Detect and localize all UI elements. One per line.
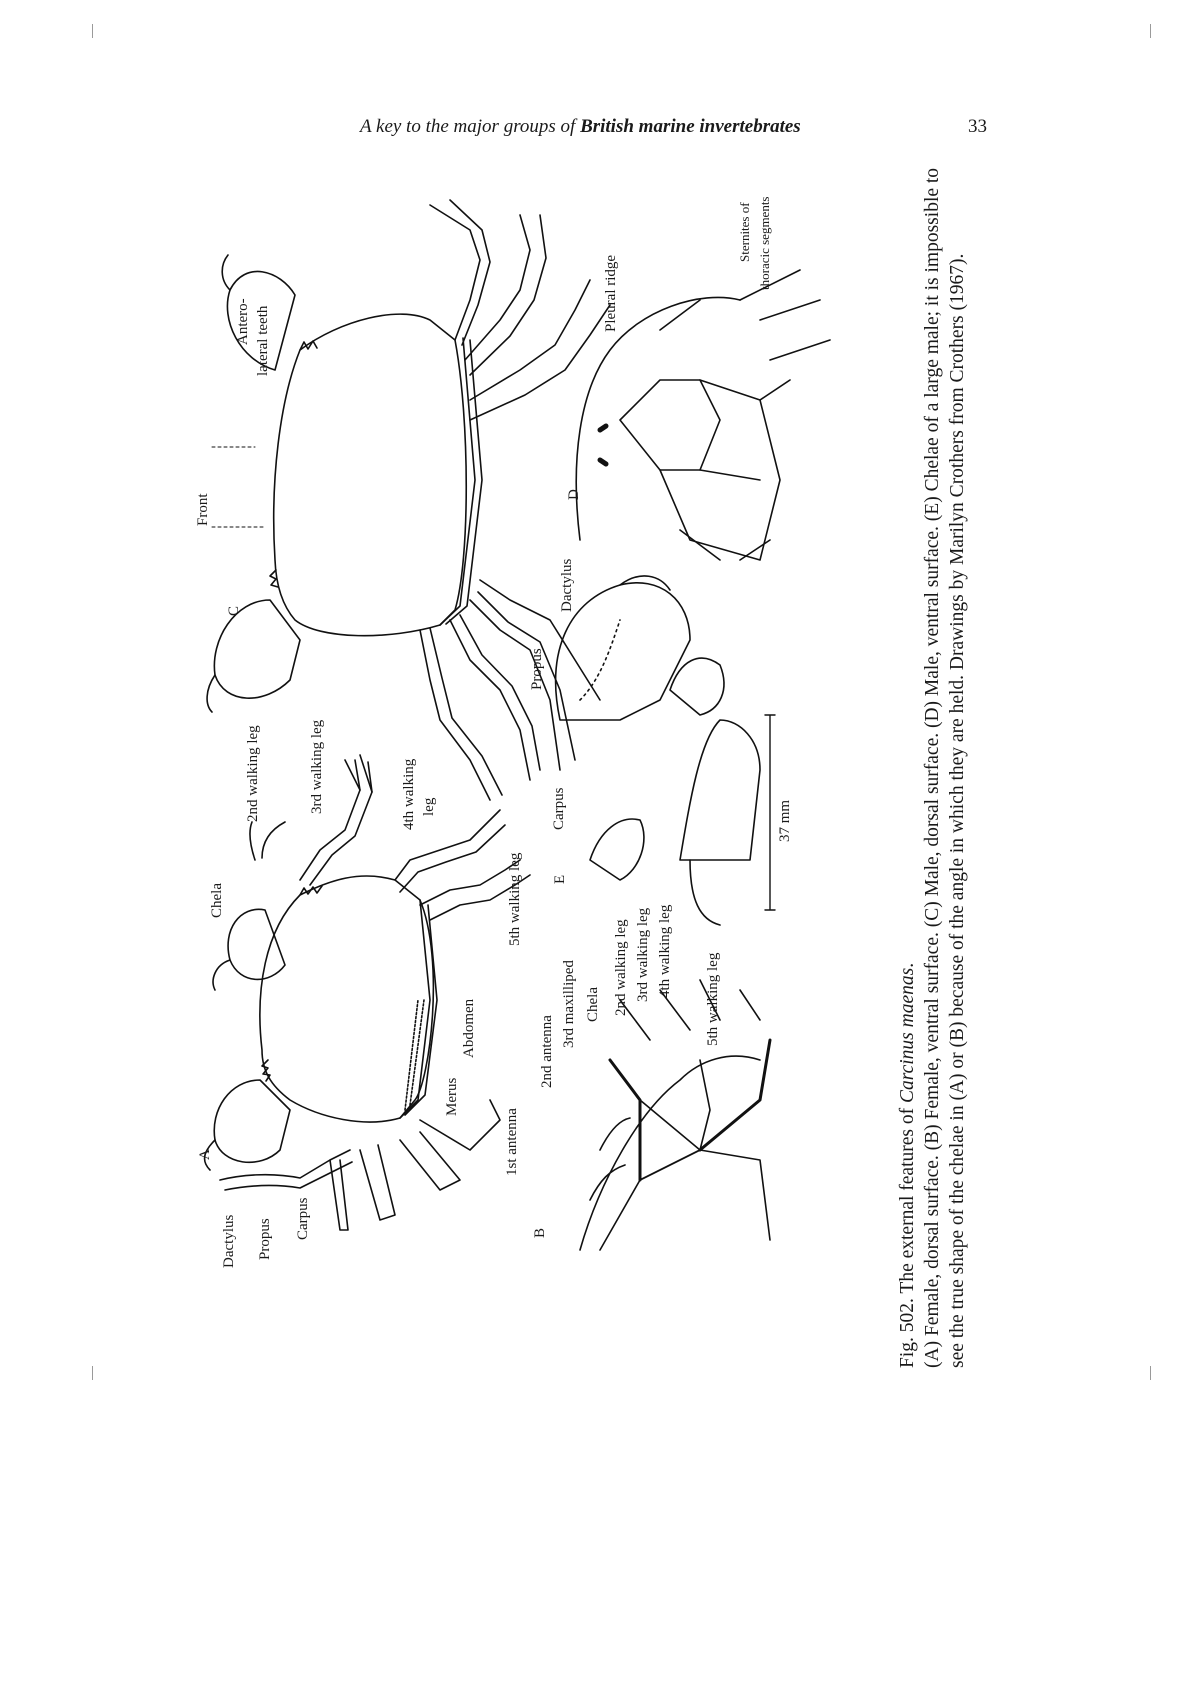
label-e-dactylus: Dactylus	[559, 558, 575, 612]
label-d-pleural-ridge: Pleural ridge	[603, 254, 619, 332]
label-a-2nd-walking-leg: 2nd walking leg	[245, 725, 261, 822]
label-a-4th-walking-line2: leg	[421, 797, 437, 816]
caption-species: Carcinus maenas	[897, 967, 918, 1104]
panel-b-drawing	[580, 980, 770, 1250]
panel-letter-b: B	[532, 1227, 548, 1238]
label-d-sternites-line1: Sternites of	[737, 202, 752, 262]
label-a-chela: Chela	[209, 883, 225, 918]
label-b-1st-antenna: 1st antenna	[504, 1108, 520, 1176]
panel-letter-d: D	[566, 489, 582, 500]
label-a-3rd-walking-leg: 3rd walking leg	[309, 719, 325, 814]
running-head-bold: British marine invertebrates	[580, 116, 801, 137]
panel-a-drawing	[205, 755, 530, 1230]
label-e-scale-bar: 37 mm	[777, 799, 793, 842]
label-b-3rd-walking-leg: 3rd walking leg	[635, 907, 651, 1002]
label-b-2nd-walking-leg: 2nd walking leg	[613, 919, 629, 1016]
label-a-abdomen: Abdomen	[461, 998, 477, 1058]
label-a-dactylus: Dactylus	[221, 1214, 237, 1268]
label-b-3rd-maxilliped: 3rd maxilliped	[561, 960, 577, 1048]
panel-letter-e: E	[552, 874, 568, 884]
label-a-4th-walking-line1: 4th walking	[401, 758, 417, 830]
panel-e-drawing	[556, 576, 775, 925]
figure-caption	[895, 158, 970, 1368]
caption-body: (A) Female, dorsal surface. (B) Female, ventral surface. (C) Male, dorsal surface. (D) Male, ventral surface. (E) Chelae of a large male; it is impossible to see the true shape of the chelae in (A) or (B) because of the angle in which they are held. Drawings by Marilyn Crothers from Crothers (1967).	[922, 167, 968, 1368]
label-b-2nd-antenna: 2nd antenna	[539, 1015, 555, 1088]
caption-title-prefix: Fig. 502. The external features of	[897, 1103, 918, 1368]
panel-c-drawing	[207, 200, 610, 800]
caption-title-suffix: .	[897, 962, 918, 968]
label-a-propus: Propus	[257, 1218, 273, 1260]
label-e-carpus: Carpus	[551, 787, 567, 830]
label-b-5th-walking-leg: 5th walking leg	[705, 952, 721, 1046]
label-c-anterolateral-line1: Antero-	[235, 298, 251, 345]
label-a-5th-walking-leg: 5th walking leg	[507, 852, 523, 946]
running-head-italic: A key to the major groups of	[360, 116, 576, 137]
label-c-anterolateral-line2: lateral teeth	[255, 305, 271, 376]
label-d-sternites-line2: thoracic segments	[757, 196, 772, 290]
page-number: 33	[968, 116, 987, 137]
label-b-chela: Chela	[585, 987, 601, 1022]
label-a-carpus: Carpus	[295, 1197, 311, 1240]
label-e-propus: Propus	[529, 648, 545, 690]
label-c-front: Front	[195, 493, 211, 526]
panel-letter-c: C	[226, 605, 242, 616]
caption-title	[895, 158, 920, 1368]
panel-letter-a: A	[197, 1149, 213, 1160]
label-a-merus: Merus	[444, 1077, 460, 1116]
label-b-4th-walking-leg: 4th walking leg	[657, 904, 673, 998]
